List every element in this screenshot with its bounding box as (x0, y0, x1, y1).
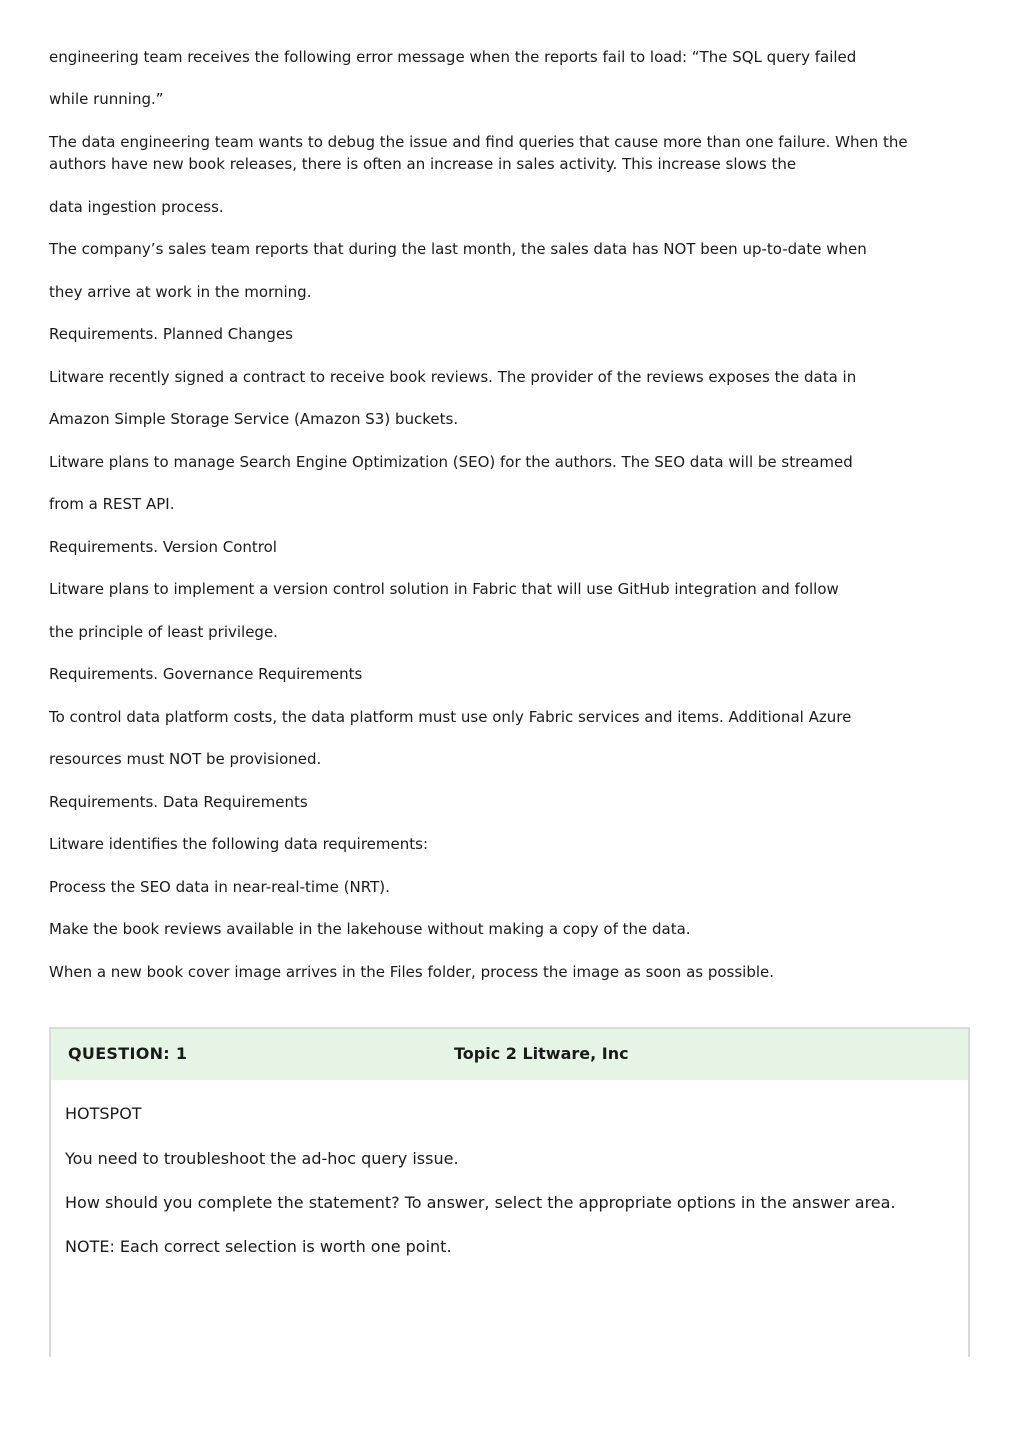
paragraph: they arrive at work in the morning. (49, 283, 312, 301)
section-heading: Requirements. Data Requirements (49, 793, 308, 811)
paragraph: To control data platform costs, the data platform must use only Fabric services and items. Additional Azure (49, 708, 852, 726)
question-number: QUESTION: 1 (68, 1044, 188, 1063)
paragraph: engineering team receives the following error message when the reports fail to load: “The SQL query failed (49, 48, 857, 66)
section-heading: Requirements. Planned Changes (49, 325, 293, 343)
paragraph: Litware recently signed a contract to receive book reviews. The provider of the reviews exposes the data in (49, 368, 857, 386)
question-topic: Topic 2 Litware, Inc (454, 1044, 629, 1063)
question-note: NOTE: Each correct selection is worth one point. (65, 1237, 452, 1256)
question-header (51, 1029, 968, 1080)
paragraph: Make the book reviews available in the lakehouse without making a copy of the data. (49, 920, 691, 938)
paragraph: Litware plans to manage Search Engine Optimization (SEO) for the authors. The SEO data will be streamed (49, 453, 853, 471)
paragraph: resources must NOT be provisioned. (49, 750, 322, 768)
question-instruction: How should you complete the statement? To answer, select the appropriate options in the answer area. (65, 1193, 896, 1212)
paragraph: Litware identifies the following data requirements: (49, 835, 428, 853)
paragraph: The company’s sales team reports that during the last month, the sales data has NOT been up-to-date when (49, 240, 867, 258)
question-box (49, 1027, 970, 1357)
paragraph: data ingestion process. (49, 198, 224, 216)
paragraph: The data engineering team wants to debug the issue and find queries that cause more than one failure. When the authors have new book releases, there is often an increase in sales activity. This increase slows the (49, 133, 908, 173)
paragraph: When a new book cover image arrives in the Files folder, process the image as soon as possible. (49, 963, 775, 981)
question-type: HOTSPOT (65, 1104, 142, 1123)
paragraph: from a REST API. (49, 495, 175, 513)
paragraph: Litware plans to implement a version control solution in Fabric that will use GitHub integration and follow (49, 580, 839, 598)
question-text: You need to troubleshoot the ad-hoc query issue. (65, 1149, 459, 1168)
paragraph: Process the SEO data in near-real-time (NRT). (49, 878, 390, 896)
section-heading: Requirements. Governance Requirements (49, 665, 363, 683)
paragraph: the principle of least privilege. (49, 623, 278, 641)
paragraph: while running.” (49, 90, 164, 108)
paragraph: Amazon Simple Storage Service (Amazon S3) buckets. (49, 410, 459, 428)
section-heading: Requirements. Version Control (49, 538, 277, 556)
